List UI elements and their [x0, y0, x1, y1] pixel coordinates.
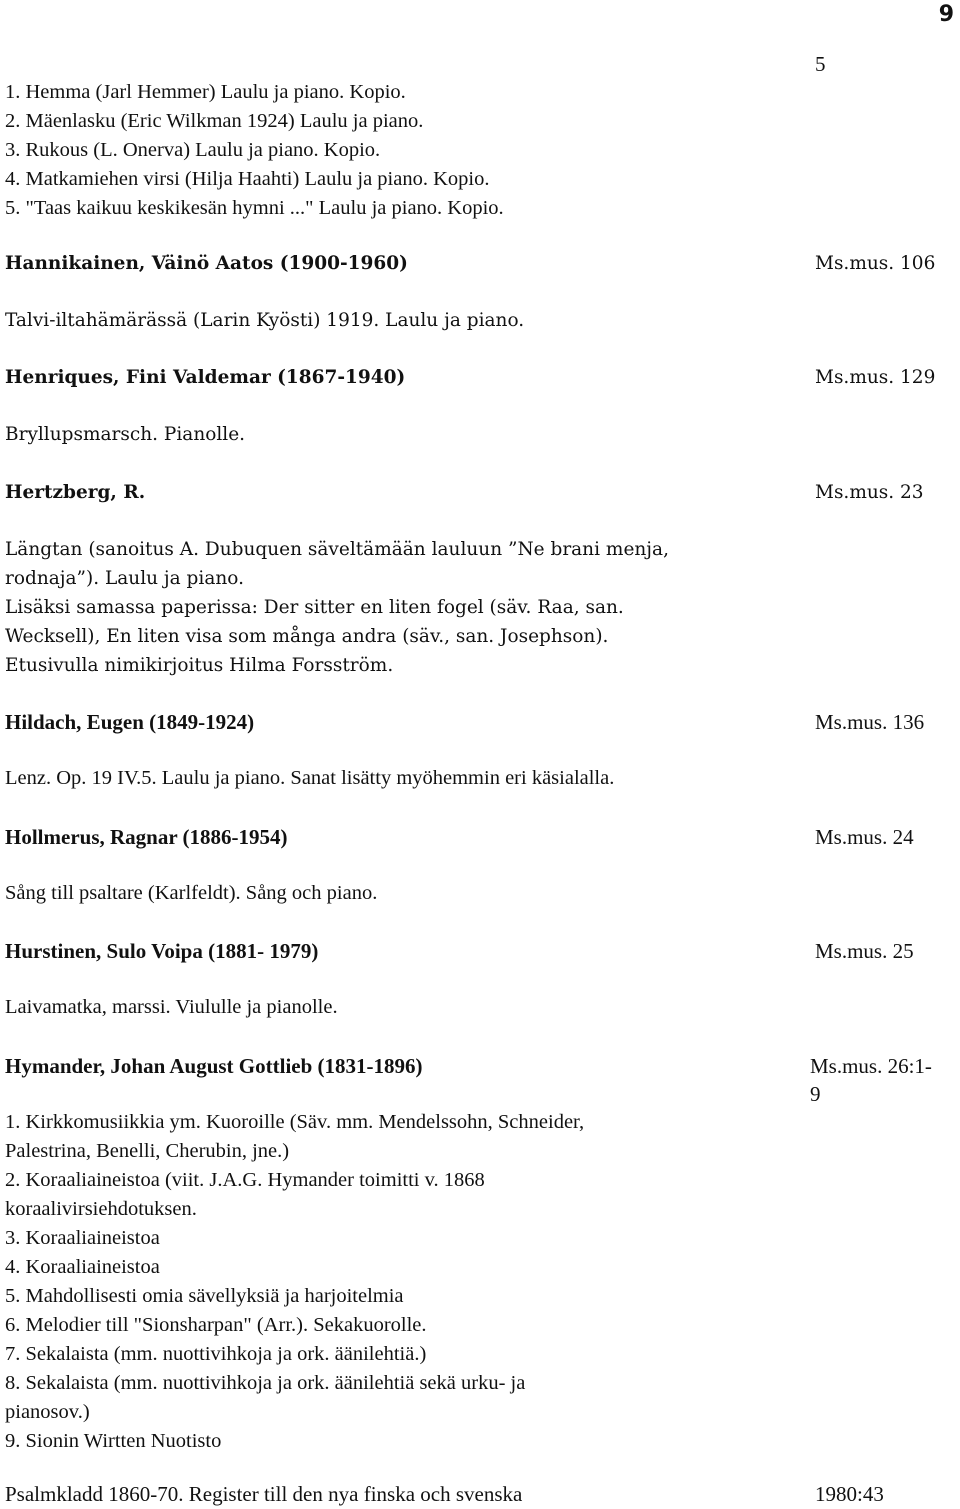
- shelfmark: Ms.mus. 25: [815, 939, 914, 963]
- entry-description: [5, 764, 715, 793]
- description-line: 6. Melodier till "Sionsharpan" (Arr.). Sekakuorolle.: [5, 1314, 427, 1336]
- catalog-entry-henriques: [5, 364, 955, 449]
- description-line: 9. Sionin Wirtten Nuotisto: [5, 1430, 222, 1452]
- shelfmark: Ms.mus. 23: [815, 482, 924, 503]
- entry-heading: [5, 250, 955, 278]
- entry-description: [5, 879, 715, 908]
- shelfmark-line: Ms.mus. 26:1-: [810, 1054, 932, 1078]
- composer-name: Hertzberg, R.: [5, 482, 146, 503]
- description-line: 8. Sekalaista (mm. nuottivihkoja ja ork. äänilehtiä sekä urku- ja: [5, 1372, 526, 1394]
- description-line: 4. Koraaliaineistoa: [5, 1256, 160, 1278]
- catalog-entry-hollmerus: [5, 823, 955, 908]
- description-line: Wecksell), En liten visa som många andra (säv., san. Josephson).: [5, 626, 609, 647]
- catalog-entry-hertzberg: [5, 479, 955, 680]
- composer-name: Hollmerus, Ragnar (1886-1954): [5, 825, 288, 849]
- list-item: 3. Rukous (L. Onerva) Laulu ja piano. Kopio.: [5, 139, 381, 161]
- description-line: Sång till psaltare (Karlfeldt). Sång och piano.: [5, 882, 378, 904]
- list-item: 4. Matkamiehen virsi (Hilja Haahti) Laulu ja piano. Kopio.: [5, 168, 490, 190]
- description-line: Lisäksi samassa paperissa: Der sitter en liten fogel (säv. Raa, san.: [5, 597, 624, 618]
- shelfmark: Ms.mus. 136: [815, 710, 925, 734]
- shelfmark-line: 9: [810, 1082, 821, 1106]
- composer-name: Hymander, Johan August Gottlieb (1831-1896): [5, 1054, 423, 1078]
- description-line: Bryllupsmarsch. Pianolle.: [5, 424, 246, 445]
- shelfmark: Ms.mus. 24: [815, 825, 914, 849]
- entry-heading: [5, 823, 955, 851]
- entry-description: [5, 306, 715, 335]
- description-line: Lenz. Op. 19 IV.5. Laulu ja piano. Sanat lisätty myöhemmin eri käsialalla.: [5, 767, 615, 789]
- composer-name: Hurstinen, Sulo Voipa (1881- 1979): [5, 939, 319, 963]
- catalog-entry-hildach: [5, 708, 955, 793]
- entry-heading: [5, 937, 955, 965]
- description-line: Laivamatka, marssi. Viululle ja pianolle.: [5, 996, 338, 1018]
- description-line: 2. Koraaliaineistoa (viit. J.A.G. Hymander toimitti v. 1868: [5, 1169, 485, 1191]
- description-line: Palestrina, Benelli, Cherubin, jne.): [5, 1140, 290, 1162]
- description-line: rodnaja”). Laulu ja piano.: [5, 568, 244, 589]
- list-item: 5. "Taas kaikuu keskikesän hymni ..." Laulu ja piano. Kopio.: [5, 197, 504, 219]
- shelfmark: Ms.mus. 129: [815, 367, 936, 388]
- shelfmark: [810, 1052, 955, 1108]
- list-item: 1. Hemma (Jarl Hemmer) Laulu ja piano. Kopio.: [5, 81, 406, 103]
- description-line: 1. Kirkkomusiikkia ym. Kuoroille (Säv. mm. Mendelssohn, Schneider,: [5, 1111, 585, 1133]
- column-number: 5: [815, 52, 826, 76]
- composer-name: Henriques, Fini Valdemar (1867-1940): [5, 367, 406, 388]
- description-line: 3. Koraaliaineistoa: [5, 1227, 160, 1249]
- page-number: 9: [938, 2, 954, 27]
- shelfmark: Ms.mus. 106: [815, 253, 936, 274]
- entry-heading: [5, 479, 955, 507]
- description-line: pianosov.): [5, 1401, 90, 1423]
- footer-entry: [5, 1480, 955, 1509]
- description-line: Talvi-iltahämärässä (Larin Kyösti) 1919. Laulu ja piano.: [5, 310, 525, 331]
- description-line: Längtan (sanoitus A. Dubuquen säveltämään lauluun ”Ne brani menja,: [5, 539, 669, 560]
- footer-shelfmark: 1980:43: [815, 1482, 884, 1506]
- entry-description: [5, 420, 715, 449]
- catalog-entry-hannikainen: [5, 250, 955, 335]
- composer-name: Hildach, Eugen (1849-1924): [5, 710, 255, 734]
- entry-description: [5, 535, 715, 680]
- intro-list: [5, 78, 705, 223]
- description-line: 5. Mahdollisesti omia sävellyksiä ja harjoitelmia: [5, 1285, 404, 1307]
- entry-heading: [5, 708, 955, 736]
- description-line: 7. Sekalaista (mm. nuottivihkoja ja ork. äänilehtiä.): [5, 1343, 427, 1365]
- entry-heading: [5, 364, 955, 392]
- catalog-entry-hurstinen: [5, 937, 955, 1022]
- footer-text: Psalmkladd 1860-70. Register till den nya finska och svenska: [5, 1482, 523, 1506]
- description-line: Etusivulla nimikirjoitus Hilma Forsström.: [5, 655, 394, 676]
- list-item: 2. Mäenlasku (Eric Wilkman 1924) Laulu ja piano.: [5, 110, 424, 132]
- description-line: koraalivirsiehdotuksen.: [5, 1198, 197, 1220]
- entry-description: [5, 1108, 715, 1456]
- composer-name: Hannikainen, Väinö Aatos (1900-1960): [5, 253, 408, 274]
- catalog-entry-hymander: [5, 1052, 955, 1456]
- entry-description: [5, 993, 715, 1022]
